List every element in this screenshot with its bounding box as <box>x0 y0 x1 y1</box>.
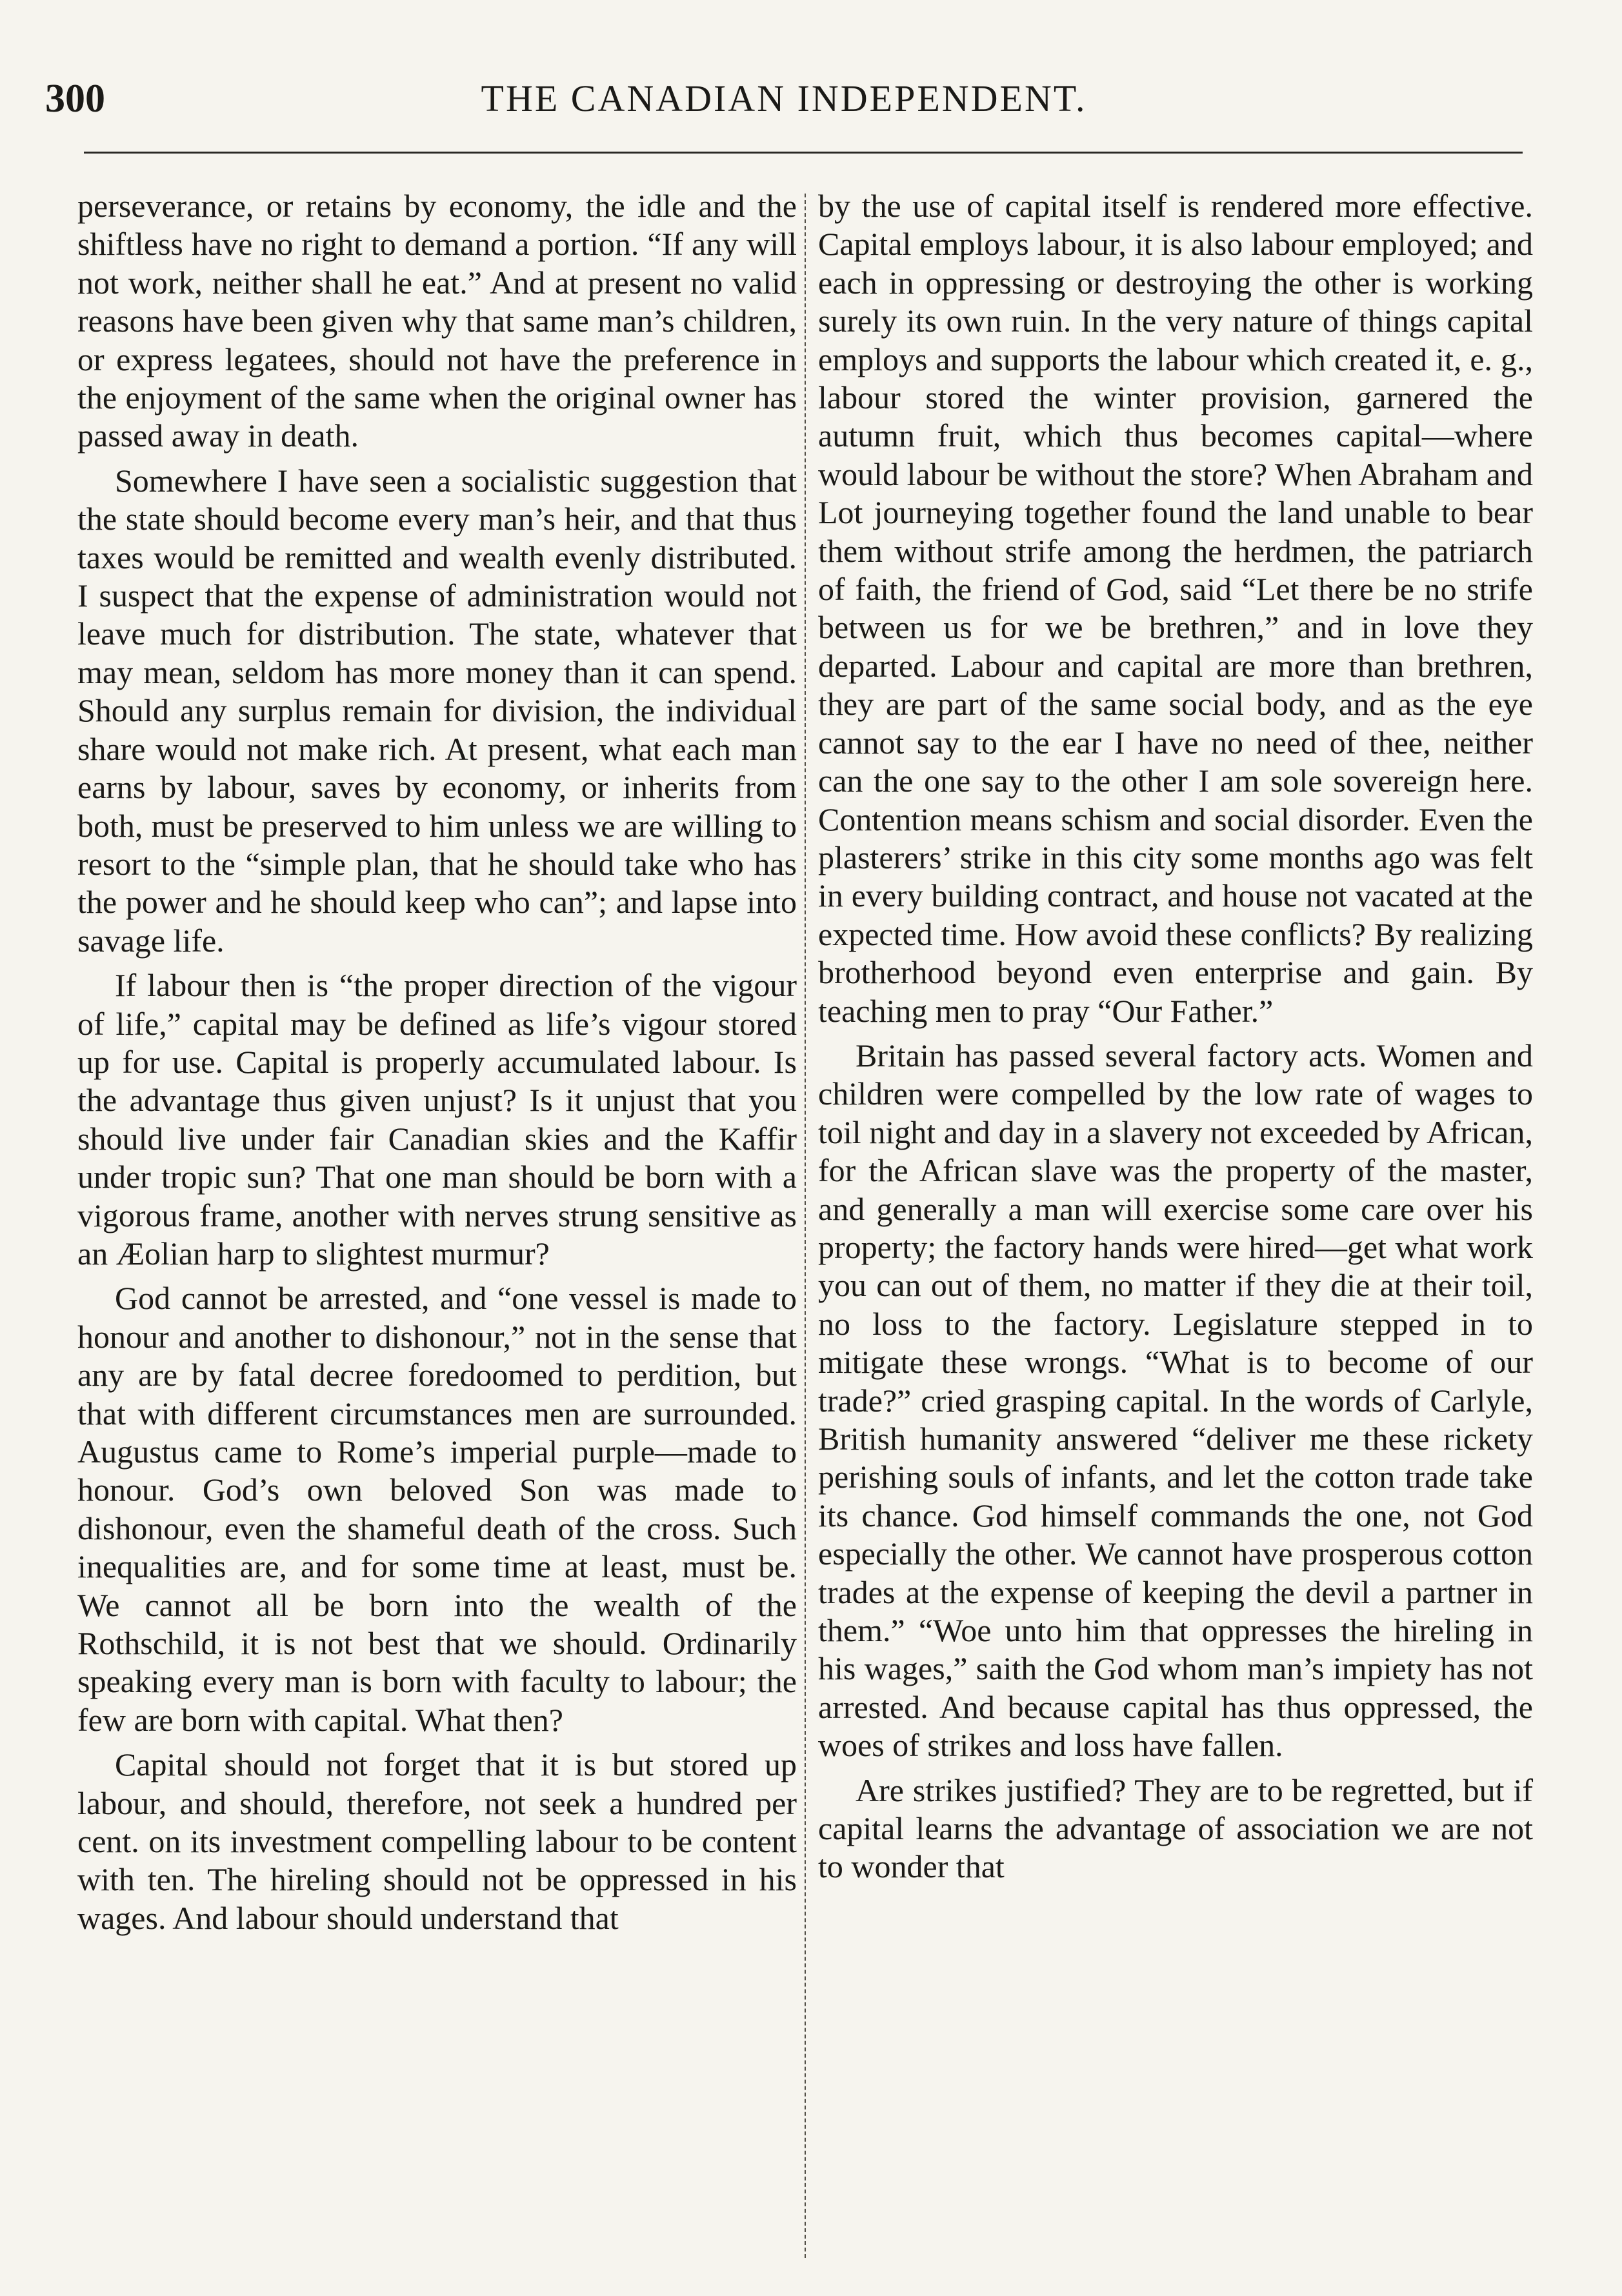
paragraph: by the use of capital itself is rendered more effective. Capital employs labour, it is also labour employed; and each in oppressing or destroying the other is working surely its own ruin. In the very nature of things capital employs and supports the labour which created it, e. g., labour stored the winter provision, garnered the autumn fruit, which thus becomes capital—where would labour be without the store? When Abraham and Lot journeying together found the land unable to bear them without strife among the herdmen, the patriarch of faith, the friend of God, said “Let there be no strife between us for we be brethren,” and in love they departed. Labour and capital are more than brethren, they are part of the same social body, and as the eye cannot say to the ear I have no need of thee, neither can the one say to the other I am sole sovereign here. Contention means schism and social disorder. Even the plasterers’ strike in this city some months ago was felt in every building contract, and house not vacated at the expected time. How avoid these conflicts? By realizing brotherhood beyond even enterprise and gain. By teaching men to pray “Our Father.” <box>818 188 1533 1029</box>
journal-title: THE CANADIAN INDEPENDENT. <box>481 77 1087 119</box>
right-column <box>818 187 1533 1893</box>
left-column <box>77 187 797 1944</box>
paragraph: Are strikes justified? They are to be regretted, but if capital learns the advantage of association we are not to wonder that <box>818 1772 1533 1885</box>
paragraph: perseverance, or retains by economy, the idle and the shiftless have no right to demand a portion. “If any will not work, neither shall he eat.” And at present no valid reasons have been given why that same man’s children, or express legatees, should not have the preference in the enjoyment of the same when the original owner has passed away in death. <box>77 188 797 454</box>
paragraph: God cannot be arrested, and “one vessel is made to honour and another to dishonour,” not in the sense that any are by fatal decree foredoomed to perdition, but that with different circumstances men are surrounded. Augustus came to Rome’s imperial purple—made to honour. God’s own beloved Son was made to dishonour, even the shameful death of the cross. Such inequalities are, and for some time at least, must be. We cannot all be born into the wealth of the Rothschild, it is not best that we should. Ordinarily speaking every man is born with faculty to labour; the few are born with capital. What then? <box>77 1280 797 1738</box>
paragraph: Capital should not forget that it is but stored up labour, and should, therefore, not seek a hundred per cent. on its investment compelling labour to be content with ten. The hireling should not be oppressed in his wages. And labour should understand that <box>77 1746 797 1936</box>
column-divider <box>805 194 806 2258</box>
paragraph: Britain has passed several factory acts. Women and children were compelled by the low rate of wages to toil night and day in a slavery not exceeded by African, for the African slave was the property of the master, and generally a man will exercise some care over his property; the factory hands were hired—get what work you can out of them, no matter if they die at their toil, no loss to the factory. Legislature stepped in to mitigate these wrongs. “What is to become of our trade?” cried grasping capital. In the words of Carlyle, British humanity answered “deliver me these rickety perishing souls of infants, and let the cotton trade take its chance. God himself commands the one, not God especially the other. We cannot have prosperous cotton trades at the expense of keeping the devil a partner in them.” “Woe unto him that oppresses the hireling in his wages,” saith the God whom man’s impiety has not arrested. And because capital has thus oppressed, the woes of strikes and loss have fallen. <box>818 1037 1533 1764</box>
page-number: 300 <box>45 77 105 121</box>
header-rule <box>84 152 1523 154</box>
page-header <box>45 70 1523 141</box>
paragraph: Somewhere I have seen a socialistic suggestion that the state should become every man’s heir, and that thus taxes would be remitted and wealth evenly distributed. I suspect that the expense of administration would not leave much for distribution. The state, whatever that may mean, seldom has more money than it can spend. Should any surplus remain for division, the individual share would not make rich. At present, what each man earns by labour, saves by economy, or inherits from both, must be preserved to him unless we are willing to resort to the “simple plan, that he should take who has the power and he should keep who can”; and lapse into savage life. <box>77 462 797 959</box>
paragraph: If labour then is “the proper direction of the vigour of life,” capital may be defined as life’s vigour stored up for use. Capital is properly accumulated labour. Is the advantage thus given unjust? Is it unjust that you should live under fair Canadian skies and the Kaffir under tropic sun? That one man should be born with a vigorous frame, another with nerves strung sensitive as an Æolian harp to slightest murmur? <box>77 967 797 1272</box>
